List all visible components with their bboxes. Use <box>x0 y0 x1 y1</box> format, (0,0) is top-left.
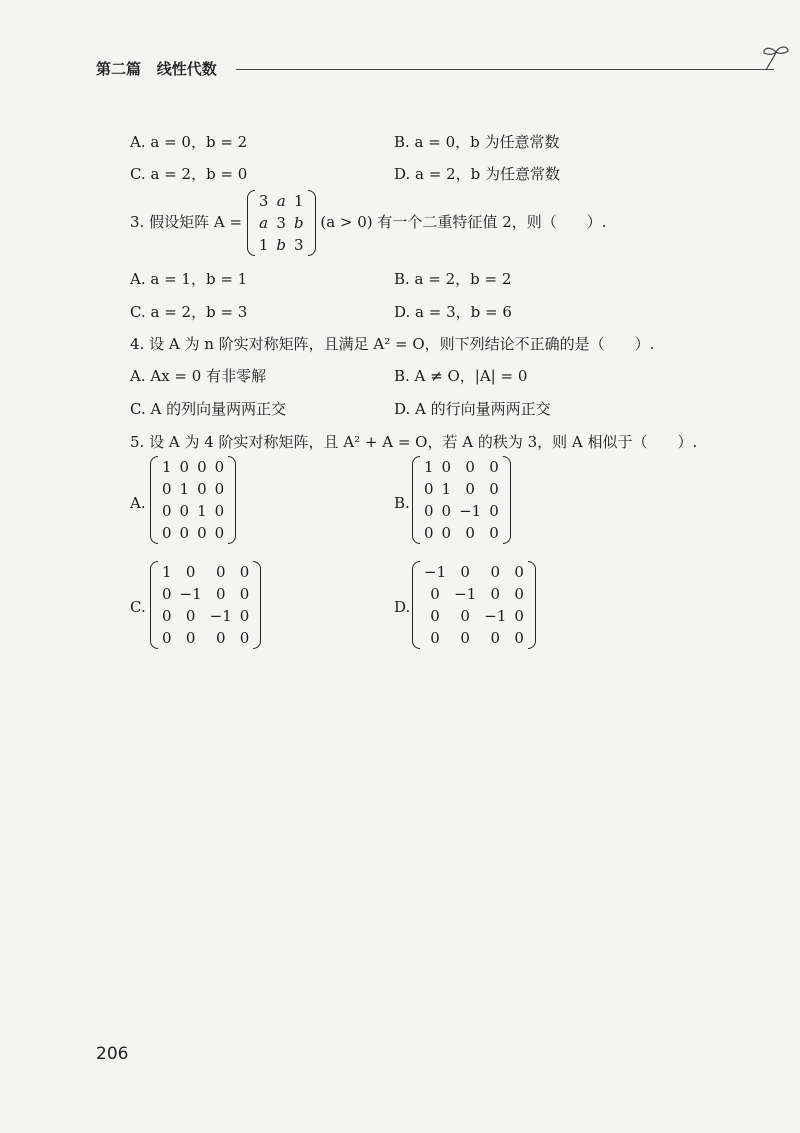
matrix-cell: 0 <box>162 524 172 542</box>
matrix-cell: 3 <box>258 192 269 210</box>
matrix-cell: 1 <box>424 458 434 476</box>
matrix-cell: 0 <box>162 629 172 647</box>
matrix-cell: 0 <box>514 563 524 581</box>
matrix-cell: 0 <box>197 480 207 498</box>
prev-option-b: B. a = 0，b 为任意常数 <box>394 133 560 151</box>
matrix-cell: 0 <box>214 524 225 542</box>
question-4-text: 4. 设 A 为 n 阶实对称矩阵，且满足 A² = O，则下列结论不正确的是（ ）. <box>130 335 655 353</box>
question-4-option-d: D. A 的行向量两两正交 <box>394 400 551 418</box>
matrix-cell: 0 <box>185 563 196 581</box>
matrix-cell: 0 <box>489 458 499 476</box>
question-5-option-a-label: A. <box>130 494 146 512</box>
matrix-cell: 0 <box>460 607 470 625</box>
sprout-icon <box>760 44 792 72</box>
matrix-cell: 0 <box>465 480 475 498</box>
page-header <box>96 58 696 84</box>
matrix-cell: 0 <box>441 458 452 476</box>
question-5-option-c-label: C. <box>130 598 146 616</box>
question-3-option-d: D. a = 3，b = 6 <box>394 303 512 321</box>
matrix-cell: 0 <box>179 524 190 542</box>
question-3 <box>130 190 607 256</box>
matrix-cell: −1 <box>454 585 477 603</box>
matrix-cell: 1 <box>294 192 304 210</box>
matrix-cell: a <box>259 214 269 232</box>
question-3-option-a: A. a = 1，b = 1 <box>130 270 248 288</box>
matrix-cell: 0 <box>239 563 250 581</box>
matrix-cell: b <box>293 214 304 232</box>
matrix-cell: 1 <box>197 502 207 520</box>
matrix-cell: 0 <box>162 502 172 520</box>
matrix-cell: −1 <box>459 502 482 520</box>
matrix-cell: 0 <box>214 458 225 476</box>
matrix-cell: −1 <box>424 563 447 581</box>
question-3-prefix: 3. 假设矩阵 A = <box>130 213 243 231</box>
matrix-cell: 0 <box>197 524 207 542</box>
question-3-suffix: (a > 0) 有一个二重特征值 2，则（ ）. <box>320 213 607 231</box>
matrix-cell: 1 <box>258 236 269 254</box>
matrix-cell: 0 <box>215 563 226 581</box>
matrix-cell: 3 <box>276 214 286 232</box>
matrix-cell: 0 <box>239 607 250 625</box>
matrix-cell: 0 <box>185 629 196 647</box>
matrix-cell: a <box>276 192 286 210</box>
matrix-cell: 0 <box>185 607 196 625</box>
matrix-cell: 1 <box>162 458 172 476</box>
matrix-cell: 0 <box>239 629 250 647</box>
header-section: 第二篇 <box>96 60 142 78</box>
question-5-option-b-label: B. <box>394 494 410 512</box>
matrix-cell: 0 <box>490 563 501 581</box>
header-rule <box>236 69 774 70</box>
matrix-cell: 0 <box>179 502 190 520</box>
question-3-matrix <box>247 190 316 256</box>
matrix-cell: 0 <box>490 629 501 647</box>
matrix-cell: 0 <box>430 629 440 647</box>
matrix-cell: 0 <box>424 502 434 520</box>
matrix-cell: −1 <box>484 607 507 625</box>
header-topic: 线性代数 <box>156 60 217 78</box>
question-3-option-c: C. a = 2，b = 3 <box>130 303 248 321</box>
matrix-cell: −1 <box>209 607 232 625</box>
question-5-option-c-matrix <box>150 561 261 649</box>
prev-option-c: C. a = 2，b = 0 <box>130 165 248 183</box>
matrix-cell: 0 <box>162 585 172 603</box>
matrix-cell: 1 <box>162 563 172 581</box>
prev-option-a: A. a = 0，b = 2 <box>130 133 248 151</box>
matrix-cell: 0 <box>490 585 501 603</box>
matrix-cell: 0 <box>215 585 226 603</box>
matrix-cell: 0 <box>214 502 225 520</box>
question-5-option-d-label: D. <box>394 598 411 616</box>
matrix-cell: 0 <box>430 607 440 625</box>
matrix-cell: 1 <box>441 480 452 498</box>
matrix-cell: 0 <box>514 629 524 647</box>
matrix-cell: 0 <box>514 607 524 625</box>
matrix-cell: 0 <box>460 563 470 581</box>
matrix-cell: 0 <box>197 458 207 476</box>
matrix-cell: b <box>276 236 286 254</box>
matrix-cell: 0 <box>162 480 172 498</box>
matrix-cell: 0 <box>441 524 452 542</box>
matrix-cell: 0 <box>215 629 226 647</box>
matrix-cell: 0 <box>424 480 434 498</box>
question-5-option-a-matrix <box>150 456 236 544</box>
matrix-cell: 0 <box>441 502 452 520</box>
matrix-cell: 0 <box>424 524 434 542</box>
question-5-text: 5. 设 A 为 4 阶实对称矩阵，且 A² + A = O，若 A 的秩为 3，则 A 相似于（ ）. <box>130 433 698 451</box>
question-3-option-b: B. a = 2，b = 2 <box>394 270 512 288</box>
prev-option-d: D. a = 2，b 为任意常数 <box>394 165 560 183</box>
question-4-option-b: B. A ≠ O，|A| = 0 <box>394 367 528 385</box>
matrix-cell: −1 <box>179 585 202 603</box>
matrix-cell: 0 <box>489 524 499 542</box>
matrix-cell: 0 <box>460 629 470 647</box>
question-5-option-d-matrix <box>412 561 536 649</box>
matrix-cell: 0 <box>489 502 499 520</box>
matrix-cell: 1 <box>179 480 190 498</box>
matrix-cell: 0 <box>179 458 190 476</box>
matrix-cell: 0 <box>430 585 440 603</box>
matrix-cell: 0 <box>489 480 499 498</box>
question-5-option-b-matrix <box>412 456 511 544</box>
matrix-cell: 0 <box>239 585 250 603</box>
matrix-cell: 0 <box>465 458 475 476</box>
header-title <box>96 58 217 79</box>
matrix-cell: 3 <box>294 236 304 254</box>
page-number: 206 <box>96 1044 129 1064</box>
question-4-option-a: A. Ax = 0 有非零解 <box>130 367 267 385</box>
matrix-cell: 0 <box>214 480 225 498</box>
matrix-cell: 0 <box>162 607 172 625</box>
question-4-option-c: C. A 的列向量两两正交 <box>130 400 287 418</box>
matrix-cell: 0 <box>465 524 475 542</box>
matrix-cell: 0 <box>514 585 524 603</box>
